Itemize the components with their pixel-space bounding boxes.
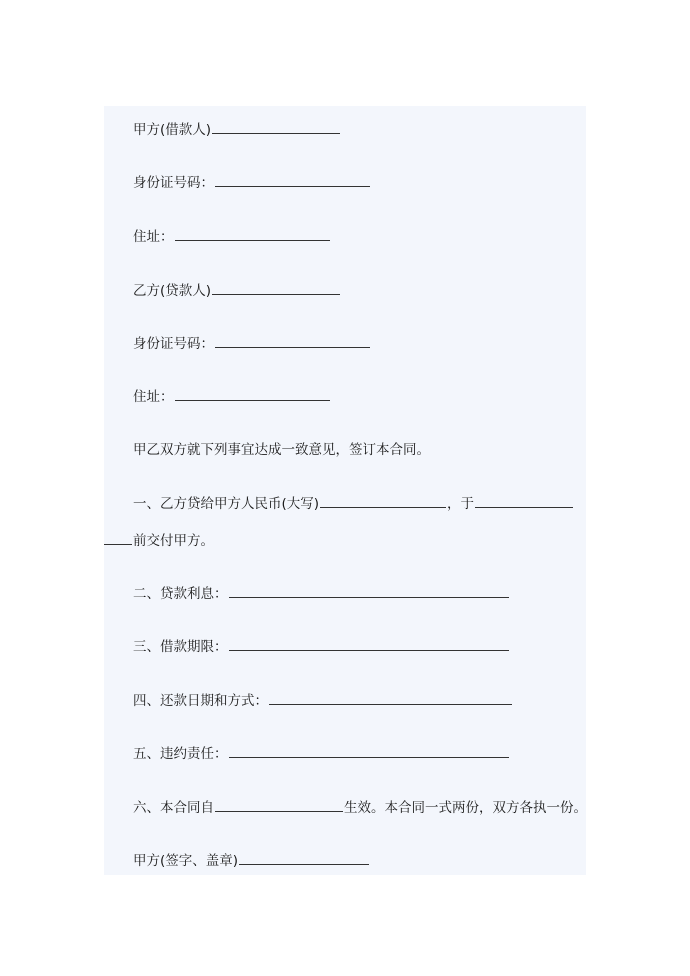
clause-6-line xyxy=(133,798,587,817)
borrower-label: 甲方(借款人) xyxy=(133,122,212,138)
amount-blank[interactable] xyxy=(320,494,446,508)
clause-1-line xyxy=(133,494,574,513)
borrower-id-label: 身份证号码： xyxy=(133,175,214,191)
lender-label: 乙方(贷款人) xyxy=(133,283,212,299)
lender-blank[interactable] xyxy=(212,281,340,295)
clause-3-line xyxy=(133,637,510,656)
lender-id-blank[interactable] xyxy=(215,334,370,348)
borrower-blank[interactable] xyxy=(212,120,340,134)
borrower-address-label: 住址： xyxy=(133,229,174,245)
clause-5-label: 五、违约责任： xyxy=(133,746,228,762)
clause-4-label: 四、还款日期和方式： xyxy=(133,693,268,709)
clause-3-label: 三、借款期限： xyxy=(133,639,228,655)
liability-blank[interactable] xyxy=(229,744,509,758)
repayment-blank[interactable] xyxy=(269,691,512,705)
borrower-line xyxy=(133,120,341,139)
lender-id-label: 身份证号码： xyxy=(133,336,214,352)
borrower-id-line xyxy=(133,173,371,192)
borrower-address-line xyxy=(133,227,331,246)
lender-address-line xyxy=(133,387,331,406)
delivery-date-blank[interactable] xyxy=(475,494,573,508)
borrower-address-blank[interactable] xyxy=(175,227,330,241)
lender-address-label: 住址： xyxy=(133,389,174,405)
clause-2-line xyxy=(133,584,510,603)
agreement-intro: 甲乙双方就下列事宜达成一致意见，签订本合同。 xyxy=(133,442,430,458)
clause-1-text-b: ，于 xyxy=(447,496,475,512)
signature-a-line xyxy=(133,851,370,870)
lender-address-blank[interactable] xyxy=(175,387,330,401)
clause-2-label: 二、贷款利息： xyxy=(133,586,228,602)
effective-date-blank[interactable] xyxy=(215,798,343,812)
clause-1-text-a: 一、乙方贷给甲方人民币(大写) xyxy=(133,496,320,512)
borrower-id-blank[interactable] xyxy=(215,173,370,187)
clause-6-text-a: 六、本合同自 xyxy=(133,800,214,816)
interest-blank[interactable] xyxy=(229,584,509,598)
clause-6-text-b: 生效。本合同一式两份，双方各执一份。 xyxy=(344,800,587,816)
signature-a-label: 甲方(签字、盖章) xyxy=(133,853,239,869)
clause-4-line xyxy=(133,691,513,710)
clause-1-text-c: 前交付甲方。 xyxy=(133,533,214,549)
lender-line xyxy=(133,281,341,300)
loan-term-blank[interactable] xyxy=(229,637,509,651)
lender-id-line xyxy=(133,334,371,353)
delivery-date-blank-continued[interactable] xyxy=(104,531,132,545)
clause-5-line xyxy=(133,744,510,763)
signature-a-blank[interactable] xyxy=(239,851,369,865)
clause-1-continuation xyxy=(104,531,214,550)
